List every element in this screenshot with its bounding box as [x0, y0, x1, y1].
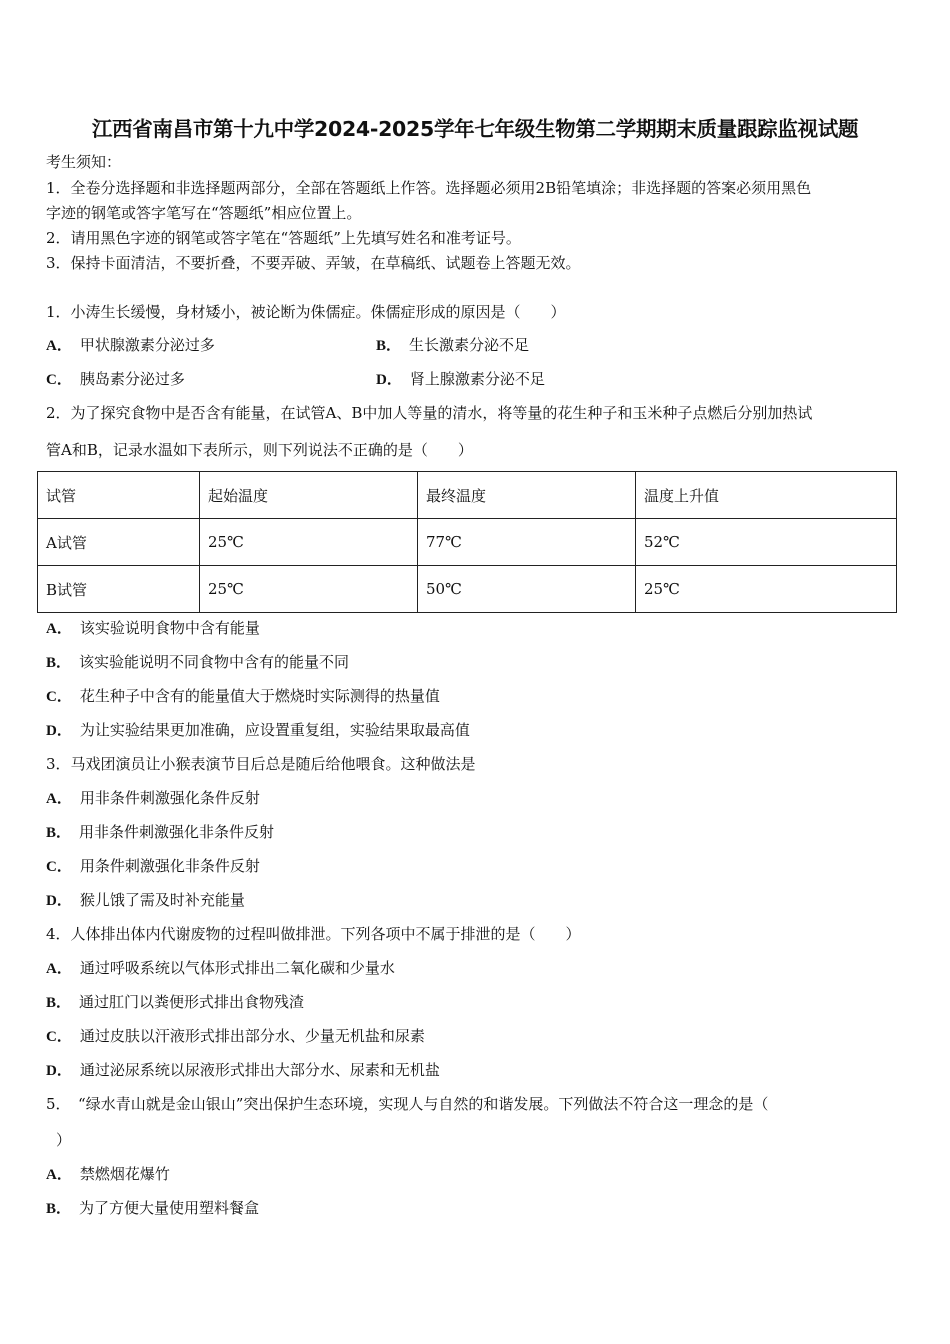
page-title: 江西省南昌市第十九中学2024-2025学年七年级生物第二学期期末质量跟踪监视试题 — [91, 117, 859, 141]
table-header-cell: 起始温度 — [200, 472, 418, 519]
question-3-stem: 3．马戏团演员让小猴表演节目后总是随后给他喂食。这种做法是 — [46, 755, 476, 773]
q2-option-b[interactable] — [46, 652, 349, 673]
question-2-stem: 2．为了探究食物中是否含有能量，在试管A、B中加人等量的清水，将等量的花生种子和玉米种子点燃后分别加热试 — [46, 404, 813, 422]
q1-option-b[interactable] — [376, 335, 529, 356]
notice-item: 字迹的钢笔或答字笔写在“答题纸”相应位置上。 — [46, 204, 362, 222]
option-text: 通过皮肤以汗液形式排出部分水、少量无机盐和尿素 — [79, 1027, 425, 1045]
option-label: D． — [46, 893, 72, 909]
table-header-cell: 温度上升值 — [636, 472, 897, 519]
q3-option-a[interactable] — [46, 788, 260, 809]
option-label: C． — [46, 859, 72, 875]
q3-option-c[interactable] — [46, 856, 260, 877]
option-label: C． — [46, 372, 72, 388]
option-text: 用条件刺激强化非条件反射 — [79, 857, 260, 875]
option-text: 为了方便大量使用塑料餐盒 — [79, 1199, 260, 1217]
option-text: 花生种子中含有的能量值大于燃烧时实际测得的热量值 — [79, 687, 440, 705]
option-label: A． — [46, 1167, 72, 1183]
option-text: 用非条件刺激强化非条件反射 — [79, 823, 275, 841]
option-text: 通过呼吸系统以气体形式排出二氧化碳和少量水 — [79, 959, 395, 977]
option-label: B． — [46, 1201, 72, 1217]
q3-option-d[interactable] — [46, 890, 245, 911]
notice-heading: 考生须知： — [46, 153, 122, 171]
option-text: 猴儿饿了需及时补充能量 — [79, 891, 245, 909]
table-cell: B试管 — [38, 566, 200, 613]
table-cell: A试管 — [38, 519, 200, 566]
option-text: 为让实验结果更加准确，应设置重复组，实验结果取最高值 — [79, 721, 470, 739]
q4-option-b[interactable] — [46, 992, 304, 1013]
notice-item: 3．保持卡面清洁，不要折叠，不要弄破、弄皱，在草稿纸、试题卷上答题无效。 — [46, 254, 581, 272]
option-text: 用非条件刺激强化条件反射 — [79, 789, 260, 807]
q1-option-d[interactable] — [376, 369, 545, 390]
option-text: 该实验说明食物中含有能量 — [79, 619, 260, 637]
option-text: 通过肛门以粪便形式排出食物残渣 — [79, 993, 305, 1011]
table-row — [38, 519, 897, 566]
table-header-cell: 最终温度 — [418, 472, 636, 519]
q2-option-c[interactable] — [46, 686, 440, 707]
option-text: 禁燃烟花爆竹 — [79, 1165, 170, 1183]
q4-option-a[interactable] — [46, 958, 395, 979]
table-cell: 50℃ — [418, 566, 636, 613]
option-label: B． — [46, 825, 72, 841]
table-row — [38, 566, 897, 613]
option-label: D． — [376, 372, 402, 388]
option-text: 通过泌尿系统以尿液形式排出大部分水、尿素和无机盐 — [79, 1061, 440, 1079]
option-text: 胰岛素分泌过多 — [79, 370, 185, 388]
notice-item: 2．请用黑色字迹的钢笔或答字笔在“答题纸”上先填写姓名和准考证号。 — [46, 229, 521, 247]
q5-option-a[interactable] — [46, 1164, 170, 1185]
question-1-stem: 1．小涛生长缓慢，身材矮小，被论断为侏儒症。侏儒症形成的原因是（ ） — [46, 303, 566, 321]
table-cell: 77℃ — [418, 519, 636, 566]
option-label: D． — [46, 723, 72, 739]
option-label: A． — [46, 961, 72, 977]
option-label: C． — [46, 689, 72, 705]
table-header-cell: 试管 — [38, 472, 200, 519]
option-label: C． — [46, 1029, 72, 1045]
option-label: A． — [46, 621, 72, 637]
q5-option-b[interactable] — [46, 1198, 259, 1219]
option-text: 肾上腺激素分泌不足 — [409, 370, 545, 388]
table-cell: 25℃ — [200, 519, 418, 566]
table-cell: 25℃ — [200, 566, 418, 613]
q2-option-d[interactable] — [46, 720, 470, 741]
option-label: A． — [46, 338, 72, 354]
question-5-stem-cont: ） — [56, 1131, 72, 1149]
q2-option-a[interactable] — [46, 618, 260, 639]
question-2-stem-cont: 管A和B，记录水温如下表所示，则下列说法不正确的是（ ） — [46, 441, 473, 459]
question-5-stem: 5． “绿水青山就是金山银山”突出保护生态环境，实现人与自然的和谐发展。下列做法不符合这一理念的是（ — [46, 1095, 769, 1113]
table-cell: 52℃ — [636, 519, 897, 566]
option-label: B． — [376, 338, 402, 354]
option-label: A． — [46, 791, 72, 807]
option-text: 生长激素分泌不足 — [409, 336, 530, 354]
table-header-row — [38, 472, 897, 519]
option-label: B． — [46, 995, 72, 1011]
option-text: 甲状腺激素分泌过多 — [79, 336, 215, 354]
q1-option-c[interactable] — [46, 369, 185, 390]
option-label: D． — [46, 1063, 72, 1079]
temperature-table — [37, 471, 897, 613]
question-4-stem: 4．人体排出体内代谢废物的过程叫做排泄。下列各项中不属于排泄的是（ ） — [46, 925, 581, 943]
option-label: B． — [46, 655, 72, 671]
option-text: 该实验能说明不同食物中含有的能量不同 — [79, 653, 350, 671]
q4-option-d[interactable] — [46, 1060, 440, 1081]
q3-option-b[interactable] — [46, 822, 274, 843]
q4-option-c[interactable] — [46, 1026, 425, 1047]
table-cell: 25℃ — [636, 566, 897, 613]
q1-option-a[interactable] — [46, 335, 215, 356]
notice-item: 1．全卷分选择题和非选择题两部分，全部在答题纸上作答。选择题必须用2B铅笔填涂；非选择题的答案必须用黑色 — [46, 179, 812, 197]
